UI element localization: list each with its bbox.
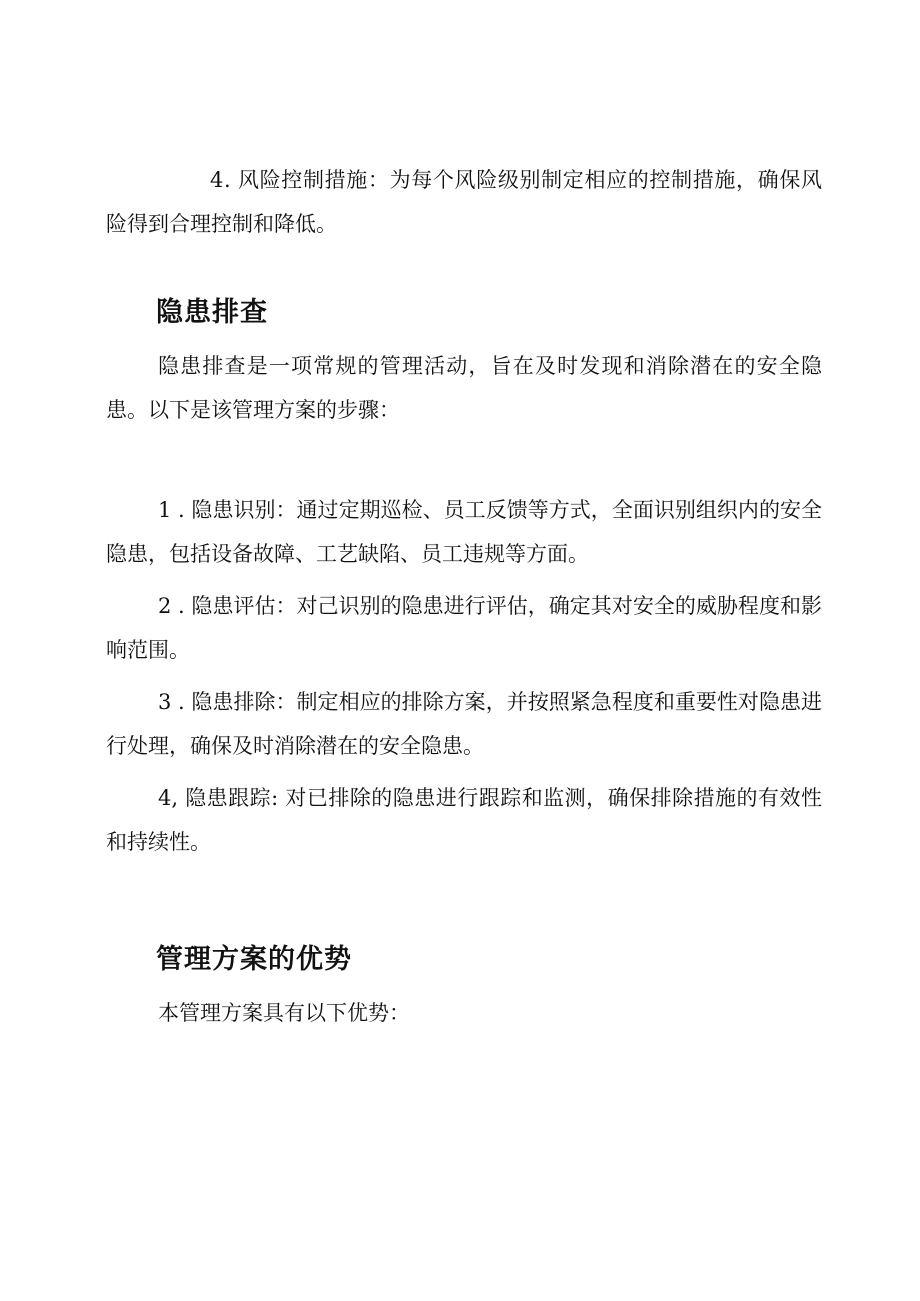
risk-control-item <box>106 158 822 246</box>
hazard-step-track: 4, 隐患跟踪: 对已排除的隐患进行跟踪和监测，确保排除措施的有效性和持续性。 <box>106 786 822 854</box>
advantages-intro-paragraph: 本管理方案具有以下优势： <box>158 1001 410 1025</box>
item-text: . 风险控制措施：为每个风险级别制定相应的控制措施，确保风险得到合理控制和降低。 <box>106 168 822 236</box>
item-number: 4 <box>210 168 224 192</box>
hazard-step-eliminate: 3 . 隐患排除：制定相应的排除方案，并按照紧急程度和重要性对隐患进行处理，确保及时消除潜在的安全隐患。 <box>106 690 822 758</box>
hazard-step-identify: 1 . 隐患识别：通过定期巡检、员工反馈等方式，全面识别组织内的安全隐患，包括设备故障、工艺缺陷、员工违规等方面。 <box>106 498 822 566</box>
hazard-intro-paragraph: 隐患排查是一项常规的管理活动，旨在及时发现和消除潜在的安全隐患。以下是该管理方案的步骤： <box>106 354 822 422</box>
section-heading-advantages: 管理方案的优势 <box>156 944 352 975</box>
section-heading-hazard: 隐患排查 <box>156 297 268 328</box>
hazard-step-assess: 2 . 隐患评估：对己识别的隐患进行评估，确定其对安全的威胁程度和影响范围。 <box>106 594 822 662</box>
